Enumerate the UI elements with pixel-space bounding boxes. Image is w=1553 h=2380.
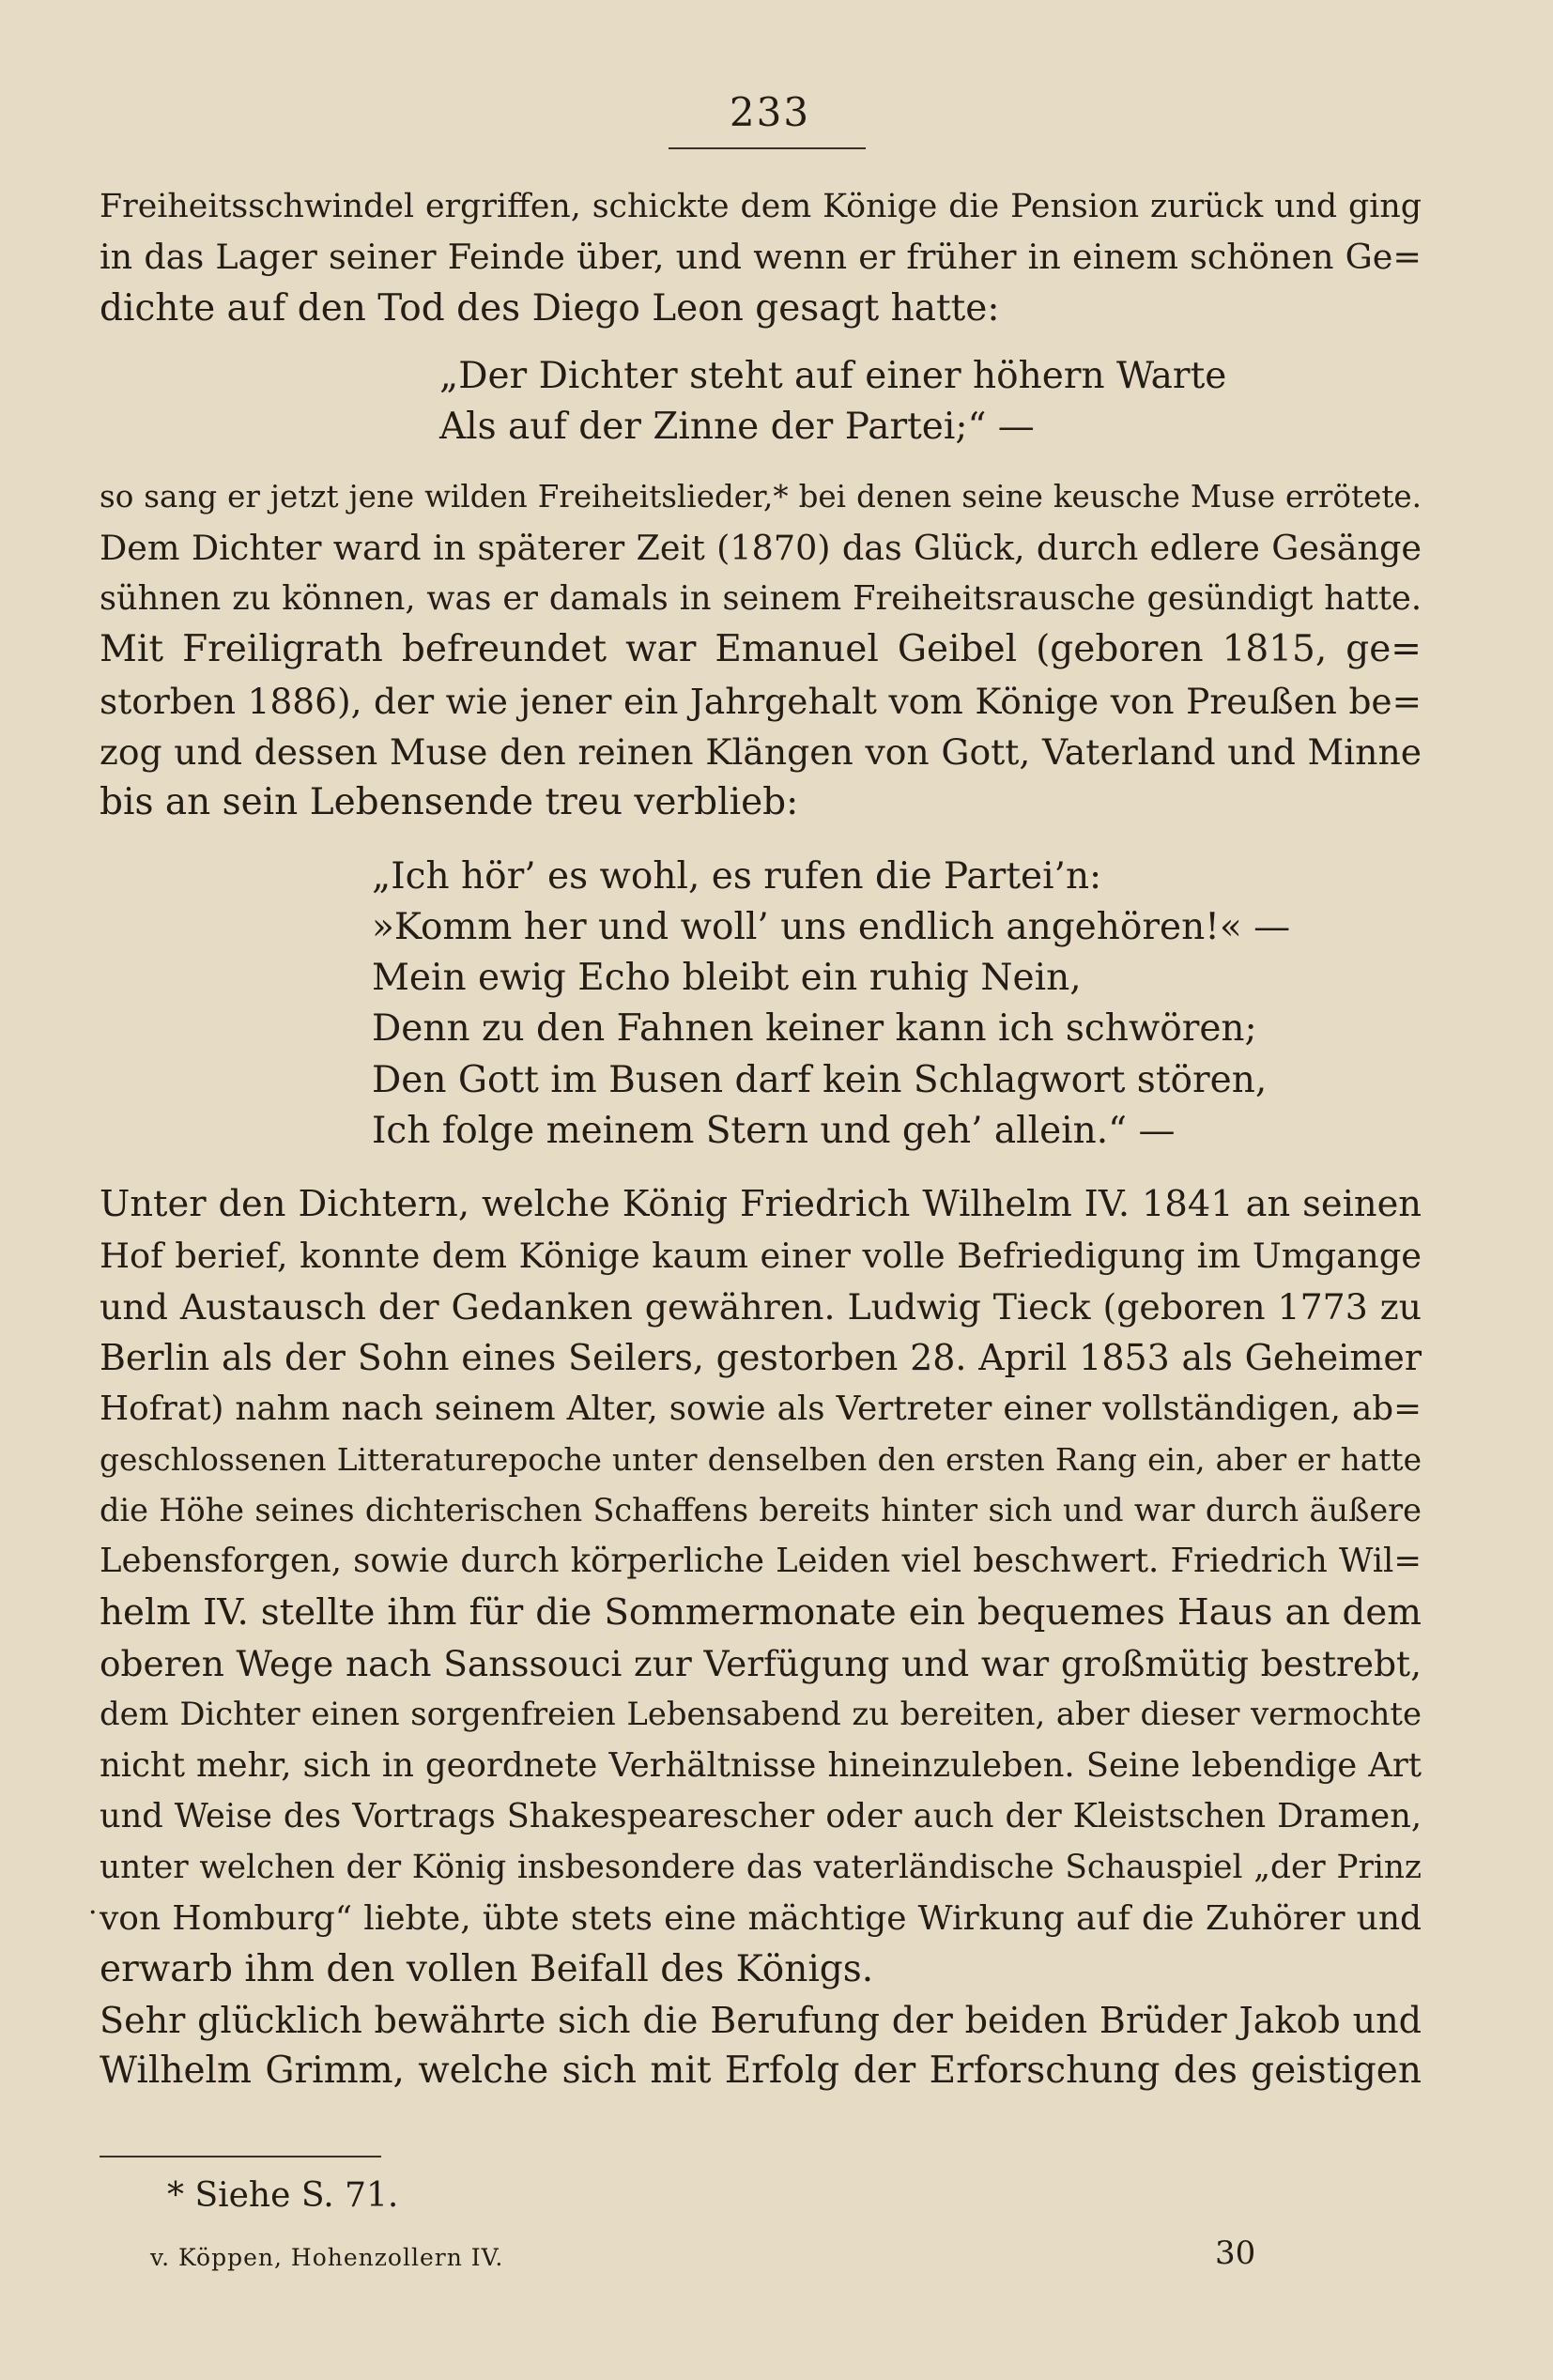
verse-line: Ich folge meinem Stern und geh’ allein.“ — [372, 1110, 1176, 1153]
margin-mark: · [88, 1896, 98, 1929]
quote-geibel [100, 852, 1422, 1158]
text-line: und Austausch der Gedanken gewähren. Ludwig Tieck (geboren 1773 zu [100, 1285, 1422, 1328]
text-line: und Weise des Vortrags Shakespearescher oder auch der Kleistschen Dramen, [100, 1796, 1422, 1835]
text-line: dichte auf den Tod des Diego Leon gesagt hatte: [100, 286, 1000, 330]
text-line: Wilhelm Grimm, welche sich mit Erfolg der Erforschung des geistigen [100, 2050, 1422, 2093]
text-line: oberen Wege nach Sanssouci zur Verfügung und war großmütig bestrebt, [100, 1643, 1422, 1685]
verse-line: „Ich hör’ es wohl, es rufen die Partei’n: [372, 854, 1102, 898]
signature-number: 30 [1215, 2234, 1256, 2272]
text-line: Berlin als der Sohn eines Seilers, gestorben 28. April 1853 als Geheimer [100, 1337, 1422, 1379]
verse-line: Denn zu den Fahnen keiner kann ich schwören; [372, 1007, 1257, 1051]
verse-line: Den Gott im Busen darf kein Schlagwort stören, [372, 1058, 1268, 1101]
verse-line: Mein ewig Echo bleibt ein ruhig Nein, [372, 957, 1082, 1000]
text-line: so sang er jetzt jene wilden Freiheitslieder,* bei denen seine keusche Muse errötete. [100, 479, 1422, 515]
text-line: nicht mehr, sich in geordnete Verhältnisse hineinzuleben. Seine lebendige Art [100, 1745, 1422, 1785]
text-line: Freiheitsschwindel ergriffen, schickte dem Könige die Pension zurück und ging [100, 188, 1422, 225]
text-line: Sehr glücklich bewährte sich die Berufung der beiden Brüder Jakob und [100, 2000, 1422, 2042]
text-line: Unter den Dichtern, welche König Friedrich Wilhelm IV. 1841 an seinen [100, 1183, 1422, 1226]
verse-line: „Der Dichter steht auf einer höhern Warte [439, 354, 1227, 397]
text-line: in das Lager seiner Feinde über, und wenn er früher in einem schönen Ge= [100, 237, 1422, 278]
text-line: Dem Dichter ward in späterer Zeit (1870) das Glück, durch edlere Gesänge [100, 527, 1422, 568]
text-line: von Homburg“ liebte, übte stets eine mächtige Wirkung auf die Zuhörer und [100, 1898, 1422, 1938]
text-line: sühnen zu können, was er damals in seinem Freiheitsrausche gesündigt hatte. [100, 579, 1422, 619]
text-line: dem Dichter einen sorgenfreien Lebensabend zu bereiten, aber dieser vermochte [100, 1696, 1422, 1733]
verse-line: »Komm her und woll’ uns endlich angehören!« — [372, 905, 1291, 948]
page-number-rule [669, 147, 866, 149]
text-line: Lebensforgen, sowie durch körperliche Leiden viel beschwert. Friedrich Wil= [100, 1542, 1422, 1581]
text-line: Hof berief, konnte dem Könige kaum einer volle Befriedigung im Umgange [100, 1235, 1422, 1276]
signature-line: v. Köppen, Hohenzollern IV. [150, 2244, 504, 2271]
text-line: zog und dessen Muse den reinen Klängen von Gott, Vaterland und Minne [100, 730, 1422, 773]
text-line: Mit Freiligrath befreundet war Emanuel Geibel (geboren 1815, ge= [100, 628, 1422, 671]
text-line: geschlossenen Litteraturepoche unter denselben den ersten Rang ein, aber er hatte [100, 1441, 1422, 1478]
footnote: * Siehe S. 71. [167, 2176, 399, 2215]
text-line: Hofrat) nahm nach seinem Alter, sowie als Vertreter einer vollständigen, ab= [100, 1389, 1422, 1428]
text-line: bis an sein Lebensende treu verblieb: [100, 781, 799, 824]
footnote-rule [100, 2156, 381, 2157]
verse-line: Als auf der Zinne der Partei;“ — [439, 406, 1035, 449]
text-line: storben 1886), der wie jener ein Jahrgehalt vom Könige von Preußen be= [100, 680, 1422, 722]
text-line: die Höhe seines dichterischen Schaffens bereits hinter sich und war durch äußere [100, 1492, 1422, 1529]
body-text [100, 181, 1422, 2097]
text-line: unter welchen der König insbesondere das vaterländische Schauspiel „der Prinz [100, 1849, 1422, 1887]
quote-freiligrath [100, 351, 1422, 453]
page-number: 233 [729, 89, 811, 135]
text-line: erwarb ihm den vollen Beifall des Königs. [100, 1947, 874, 1990]
text-line: helm IV. stellte ihm für die Sommermonate ein bequemes Haus an dem [100, 1590, 1422, 1634]
